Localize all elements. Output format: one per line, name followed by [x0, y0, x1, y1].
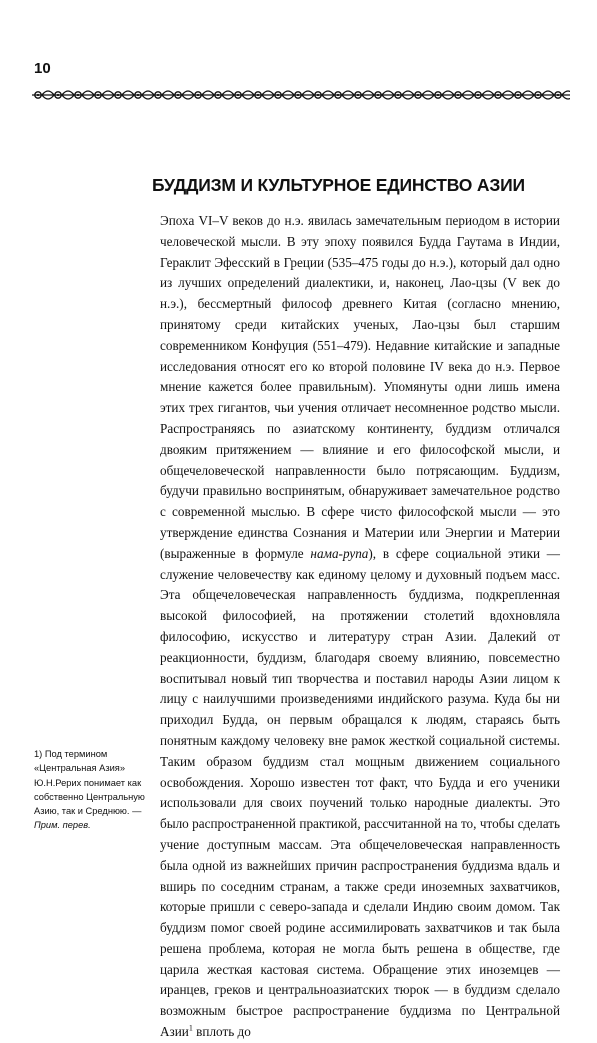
chapter-title: БУДДИЗМ И КУЛЬТУРНОЕ ЕДИНСТВО АЗИИ — [152, 174, 525, 195]
footnote-text: Под термином «Центральная Азия» Ю.Н.Рерих понимает как собственно Центральную Азию, так и Среднюю. — — [34, 749, 145, 817]
footnote-reference: 1 — [188, 1023, 193, 1033]
paragraph — [160, 211, 560, 1043]
footnote-marker: 1) — [34, 749, 43, 759]
italic-term: нама-рупа — [310, 545, 369, 561]
page-number: 10 — [34, 60, 51, 77]
footnote — [34, 747, 154, 833]
footnote-attribution: Прим. перев. — [34, 820, 91, 831]
paragraph-text-tail: вплоть до — [192, 1024, 251, 1040]
paragraph-text-part-2: ), в сфере социальной этики — служение человечеству как единому целому и духовный подъем масс. Эта общечеловеческая направленность буддизма, подкрепленная высокой философией, на протяжении столетий вдохновляла философию, искусство и литературу стран Азии. Далекий от реакционности, буддизм, благодаря своему влиянию, повсеместно воспитывал новый тип творчества и поставил народы Азии лицом к лицу с наилучшими произведениями индийского разума. Куда бы ни приходил Будда, он первым обращался к людям, стараясь быть понятным каждому человеку вне рамок жесткой социальной системы. Таким образом буддизм стал мощным движением социального освобождения. Хорошо известен тот факт, что Будда и его ученики использовали для своих поучений только народные диалекты. Это было распространенной практикой, рассчитанной на то, чтобы сделать учение доступным массам. Эта общечеловеческая направленность была одной из важнейших причин распространения буддизма вдаль и вширь по соседним странам, а также среди иноземных захватчиков, которые пришли с северо-запада и сделали Индию своим домом. Так буддизм помог своей родине ассимилировать захватчиков и так была решена проблема, которая не могла быть решена в обществе, где царила жесткая кастовая система. Обращение этих иноземцев — иранцев, греков и центральноазиатских тюрок — в буддизм сделало возможным быстрое распространение буддизма по Центральной Азии — [160, 545, 560, 1040]
body-text — [160, 211, 560, 1043]
ornamental-border — [32, 86, 570, 104]
paragraph-text-part-1: Эпоха VI–V веков до н.э. явилась замечательным периодом в истории человеческой мысли. В эту эпоху появился Будда Гаутама в Индии, Гераклит Эфесский в Греции (535–475 годы до н.э.), который дал одно из лучших определений диалектики, и, наконец, Лао-цзы (V век до н.э.), бессмертный философ древнего Китая (согласно мнению, принятому среди китайских ученых, Лао-цзы был старшим современником Конфуция (551–479). Недавние китайские и западные исследования относят его ко второй половине IV века до н.э. Первое мнение кажется более правильным). Упомянуты одни лишь имена этих трех гигантов, чьи учения отличает несомненное родство мысли. Распространяясь по азиатскому континенту, буддизм отличался двояким притяжением — влияние и его философской мысли, и общечеловеческой направленности было потрясающим. Буддизм, будучи правильно воспринятым, обнаруживает замечательное родство с современной мыслью. В сфере чисто философской мысли — это утверждение единства Сознания и Материи или Энергии и Материи (выраженные в формуле — [160, 213, 560, 561]
